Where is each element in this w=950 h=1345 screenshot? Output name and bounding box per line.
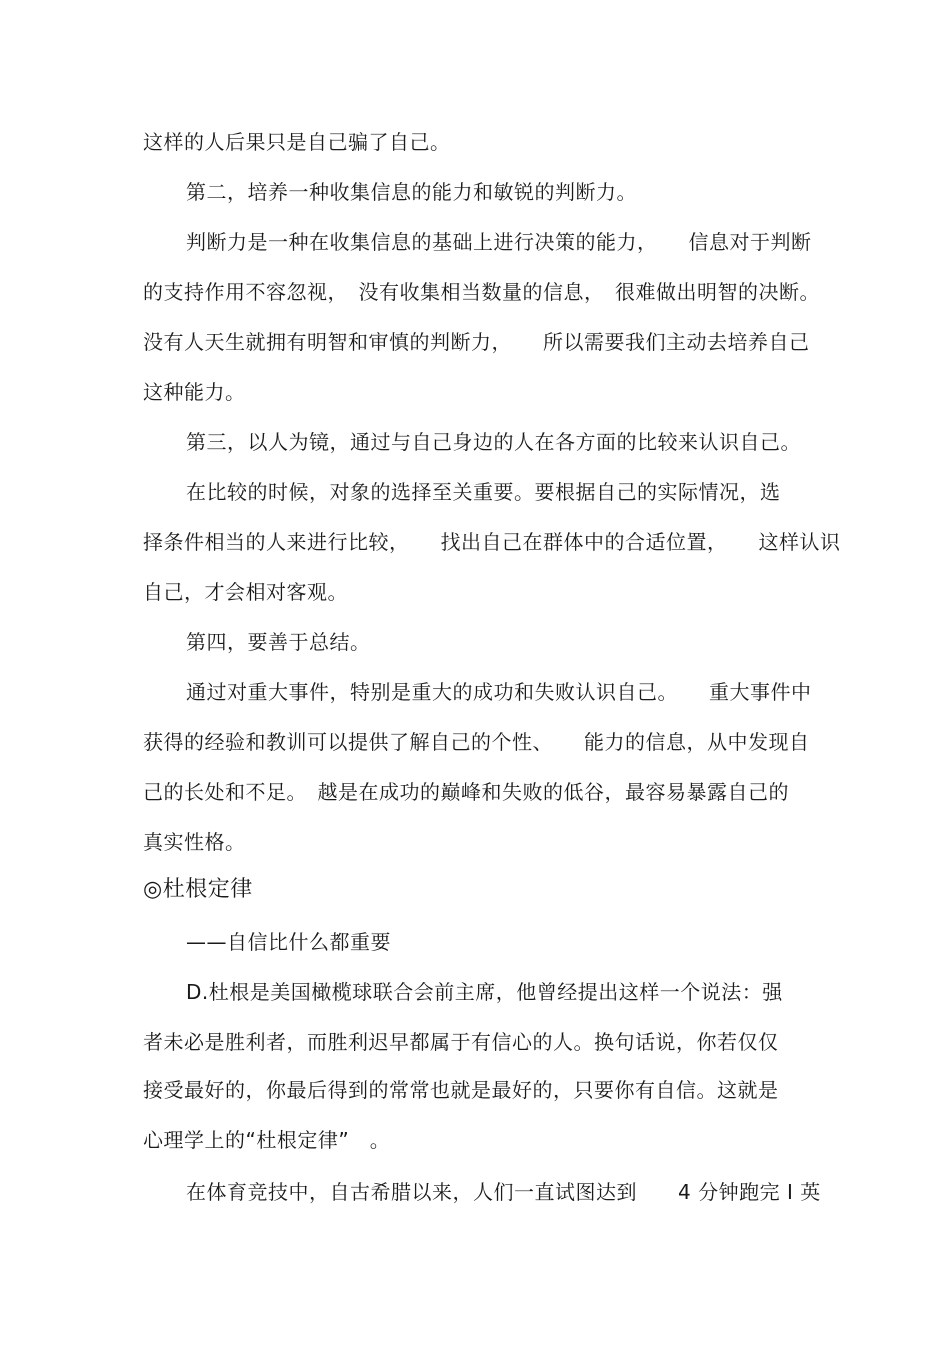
- text-line: 己的长处和不足。 越是在成功的巅峰和失败的低谷，最容易暴露自己的: [143, 780, 789, 804]
- text-line: 判断力是一种在收集信息的基础上进行决策的能力， 信息对于判断: [186, 230, 812, 254]
- text-line: D.杜根是美国橄榄球联合会前主席，他曾经提出这样一个说法：强: [186, 980, 783, 1004]
- text-line: 心理学上的“杜根定律” 。: [143, 1128, 391, 1152]
- text-line: 没有人天生就拥有明智和审慎的判断力， 所以需要我们主动去培养自己: [143, 330, 810, 354]
- text-line: 第二，培养一种收集信息的能力和敏锐的判断力。: [186, 180, 637, 204]
- text-line: 在体育竞技中，自古希腊以来，人们一直试图达到 4 分钟跑完 I 英: [186, 1180, 821, 1204]
- subtitle-line: ——自信比什么都重要: [186, 930, 391, 954]
- text-line: 真实性格。: [143, 830, 246, 854]
- text-line: 这样的人后果只是自己骗了自己。: [143, 130, 451, 154]
- text-line: 通过对重大事件，特别是重大的成功和失败认识自己。 重大事件中: [186, 680, 812, 704]
- text-line: 自己，才会相对客观。: [143, 580, 348, 604]
- text-line: 第三，以人为镜，通过与自己身边的人在各方面的比较来认识自己。: [186, 430, 801, 454]
- text-line: 第四，要善于总结。: [186, 630, 371, 654]
- text-line: 择条件相当的人来进行比较， 找出自己在群体中的合适位置， 这样认识: [143, 530, 841, 554]
- text-line: 者未必是胜利者，而胜利迟早都属于有信心的人。换句话说，你若仅仅: [143, 1030, 779, 1054]
- text-line: 这种能力。: [143, 380, 246, 404]
- text-line: 在比较的时候，对象的选择至关重要。要根据自己的实际情况，选: [186, 480, 781, 504]
- text-line: 的支持作用不容忽视， 没有收集相当数量的信息， 很难做出明智的决断。: [143, 280, 820, 304]
- section-heading: ◎杜根定律: [143, 877, 253, 902]
- text-line: 获得的经验和教训可以提供了解自己的个性、 能力的信息，从中发现自: [143, 730, 810, 754]
- text-line: 接受最好的，你最后得到的常常也就是最好的，只要你有自信。这就是: [143, 1078, 779, 1102]
